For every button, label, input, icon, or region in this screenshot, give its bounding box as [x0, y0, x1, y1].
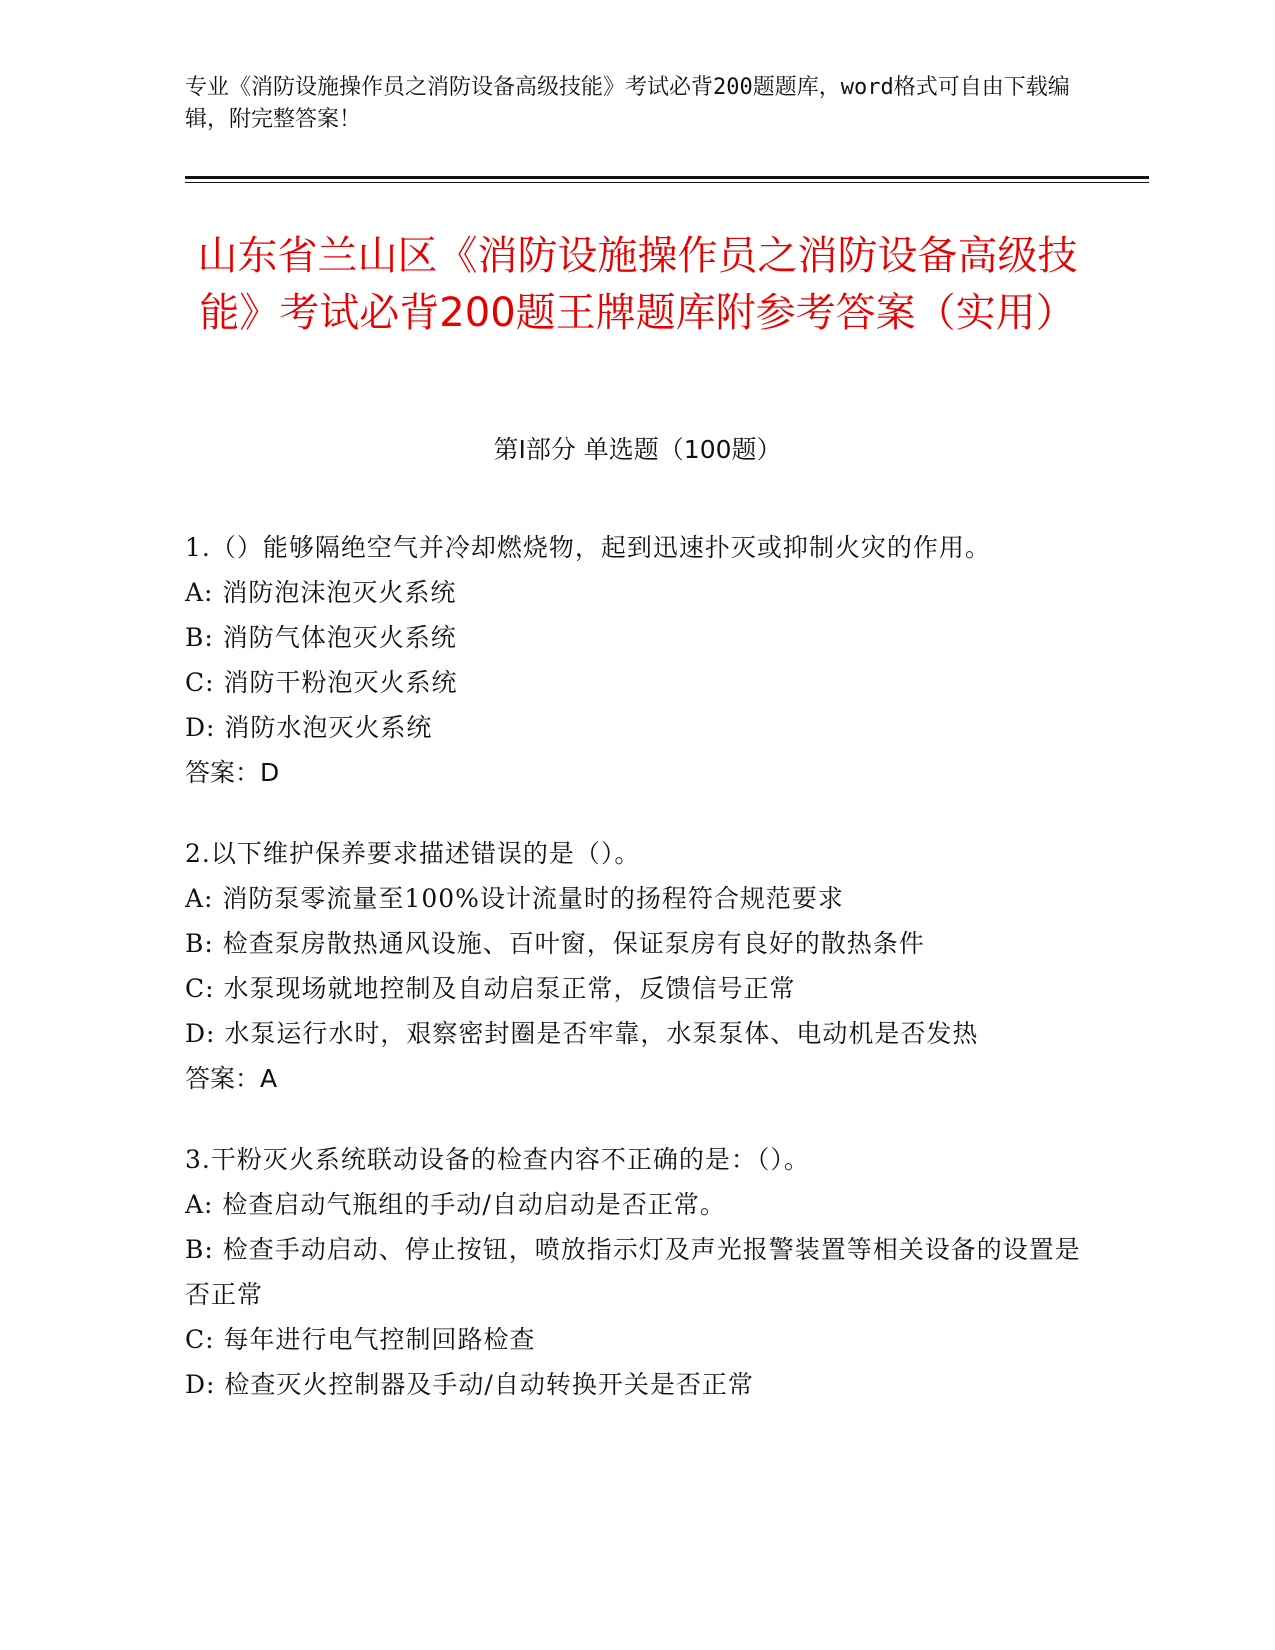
- option-a: A: 检查启动气瓶组的手动/自动启动是否正常。: [185, 1190, 726, 1219]
- document-title: 山东省兰山区《消防设施操作员之消防设备高级技能》考试必背200题王牌题库附参考答案（实用）: [197, 233, 1078, 336]
- header-note: 专业《消防设施操作员之消防设备高级技能》考试必背200题题库，word格式可自由下载编辑，附完整答案！: [185, 75, 1070, 132]
- header-rule-thick: [185, 176, 1149, 179]
- option-c: C: 水泵现场就地控制及自动启泵正常，反馈信号正常: [185, 974, 796, 1003]
- question-3: [185, 1137, 1090, 1407]
- option-c: C: 每年进行电气控制回路检查: [185, 1325, 536, 1354]
- option-c: C: 消防干粉泡灭火系统: [185, 668, 458, 697]
- option-d: D: 消防水泡灭火系统: [185, 713, 433, 742]
- option-a: A: 消防泡沫泡灭火系统: [185, 578, 457, 607]
- option-d: D: 水泵运行水时，艰察密封圈是否牢靠，水泵泵体、电动机是否发热: [185, 1019, 979, 1048]
- option-b: B: 消防气体泡灭火系统: [185, 623, 457, 652]
- option-a: A: 消防泵零流量至100%设计流量时的扬程符合规范要求: [185, 884, 844, 913]
- answer: 答案：D: [185, 758, 280, 787]
- option-b: B: 检查手动启动、停止按钮，喷放指示灯及声光报警装置等相关设备的设置是否正常: [185, 1235, 1081, 1309]
- answer: 答案：A: [185, 1064, 278, 1093]
- question-text: 1.（）能够隔绝空气并冷却燃烧物，起到迅速扑灭或抑制火灾的作用。: [185, 533, 991, 562]
- option-d: D: 检查灭火控制器及手动/自动转换开关是否正常: [185, 1370, 754, 1399]
- option-b: B: 检查泵房散热通风设施、百叶窗，保证泵房有良好的散热条件: [185, 929, 925, 958]
- question-2: [185, 831, 1090, 1101]
- question-text: 3.干粉灭火系统联动设备的检查内容不正确的是：（）。: [185, 1145, 810, 1174]
- section-title: 第I部分 单选题（100题）: [493, 435, 782, 464]
- question-1: [185, 525, 1090, 795]
- question-list: [185, 525, 1090, 1443]
- header-rule-thin: [185, 182, 1149, 183]
- question-text: 2.以下维护保养要求描述错误的是（）。: [185, 839, 641, 868]
